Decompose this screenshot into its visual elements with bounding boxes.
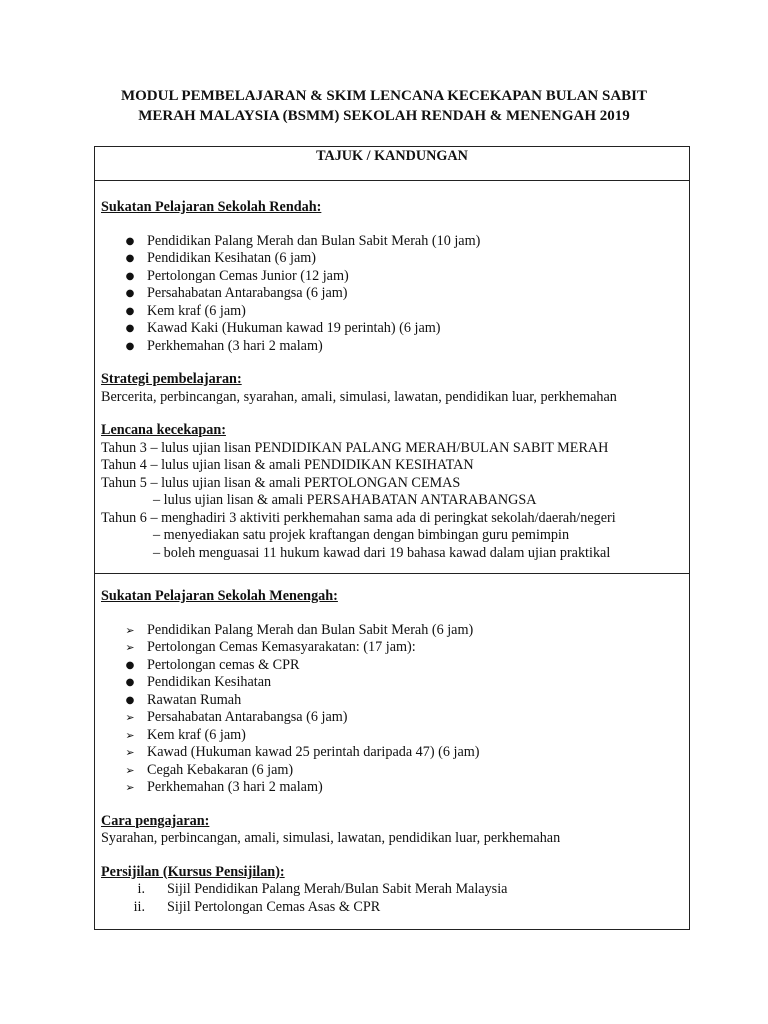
arrow-bullet-icon: ➢ <box>125 781 135 794</box>
list-item: ➢ Kawad (Hukuman kawad 25 perintah daripada 47) (6 jam) <box>101 744 689 762</box>
bullet-icon: ● <box>125 694 135 706</box>
document-title <box>0 86 768 126</box>
badge-line: Tahun 4 – lulus ujian lisan & amali PENDIDIKAN KESIHATAN <box>101 457 474 473</box>
item-number: ii. <box>133 898 145 915</box>
arrow-bullet-icon: ➢ <box>125 728 135 742</box>
primary-syllabus-heading: Sukatan Pelajaran Sekolah Rendah: <box>101 199 322 215</box>
bullet-icon: ● <box>125 305 135 317</box>
list-item: ● Rawatan Rumah <box>101 692 689 710</box>
list-item: ➢ Perkhemahan (3 hari 2 malam) <box>101 779 689 797</box>
bullet-icon: ● <box>125 235 135 247</box>
secondary-syllabus-heading: Sukatan Pelajaran Sekolah Menengah: <box>101 588 338 604</box>
table-header: TAJUK / KANDUNGAN <box>95 147 689 181</box>
list-item: ➢ Persahabatan Antarabangsa (6 jam) <box>101 709 689 727</box>
certification-heading: Persijilan (Kursus Pensijilan): <box>101 863 285 880</box>
bullet-icon: ● <box>125 659 135 671</box>
list-item: ● Pertolongan cemas & CPR <box>101 657 689 675</box>
bullet-icon: ● <box>125 340 135 352</box>
badge-line: – boleh menguasai 11 hukum kawad dari 19 bahasa kawad dalam ujian praktikal <box>153 544 611 561</box>
primary-syllabus-list <box>101 233 689 356</box>
bullet-icon: ● <box>125 288 135 299</box>
badge-line: Tahun 6 – menghadiri 3 aktiviti perkhemahan sama ada di peringkat sekolah/daerah/negeri <box>101 509 616 526</box>
bullet-icon: ● <box>125 253 135 264</box>
arrow-bullet-icon: ➢ <box>125 746 135 759</box>
list-item: ● Pendidikan Kesihatan <box>101 674 689 692</box>
badge-line: Tahun 5 – lulus ujian lisan & amali PERTOLONGAN CEMAS <box>101 474 461 491</box>
list-item: i. Sijil Pendidikan Palang Merah/Bulan Sabit Merah Malaysia <box>101 881 689 899</box>
certification-list <box>101 881 689 916</box>
list-item: ➢ Kem kraf (6 jam) <box>101 727 689 745</box>
list-item: ● Kem kraf (6 jam) <box>101 303 689 321</box>
badge-line: – lulus ujian lisan & amali PERSAHABATAN ANTARABANGSA <box>153 492 537 508</box>
list-item: ● Kawad Kaki (Hukuman kawad 19 perintah) (6 jam) <box>101 320 689 338</box>
teaching-text: Syarahan, perbincangan, amali, simulasi, lawatan, pendidikan luar, perkhemahan <box>101 830 561 846</box>
teaching-heading: Cara pengajaran: <box>101 812 210 829</box>
secondary-syllabus-list <box>101 622 689 797</box>
list-item: ● Pendidikan Palang Merah dan Bulan Sabit Merah (10 jam) <box>101 233 689 251</box>
arrow-bullet-icon: ➢ <box>125 711 135 724</box>
content-table <box>94 146 690 930</box>
arrow-bullet-icon: ➢ <box>125 641 135 654</box>
arrow-bullet-icon: ➢ <box>125 623 135 637</box>
list-item: ➢ Cegah Kebakaran (6 jam) <box>101 762 689 780</box>
title-line-2: MERAH MALAYSIA (BSMM) SEKOLAH RENDAH & MENENGAH 2019 <box>138 108 630 124</box>
bullet-icon: ● <box>125 677 135 688</box>
list-item: ● Pertolongan Cemas Junior (12 jam) <box>101 268 689 286</box>
bullet-icon: ● <box>125 323 135 334</box>
badge-heading: Lencana kecekapan: <box>101 422 226 438</box>
strategy-heading: Strategi pembelajaran: <box>101 371 242 387</box>
primary-school-section <box>95 181 689 574</box>
bullet-icon: ● <box>125 270 135 282</box>
strategy-text: Bercerita, perbincangan, syarahan, amali, simulasi, lawatan, pendidikan luar, perkhemahan <box>101 388 617 405</box>
badge-line: – menyediakan satu projek kraftangan dengan bimbingan guru pemimpin <box>153 527 570 543</box>
badge-line: Tahun 3 – lulus ujian lisan PENDIDIKAN PALANG MERAH/BULAN SABIT MERAH <box>101 439 609 456</box>
arrow-bullet-icon: ➢ <box>125 763 135 777</box>
list-item: ● Pendidikan Kesihatan (6 jam) <box>101 250 689 268</box>
list-item: ● Perkhemahan (3 hari 2 malam) <box>101 338 689 356</box>
item-number: i. <box>137 881 145 897</box>
list-item: ● Persahabatan Antarabangsa (6 jam) <box>101 285 689 303</box>
secondary-school-section <box>95 574 689 929</box>
title-line-1: MODUL PEMBELAJARAN & SKIM LENCANA KECEKAPAN BULAN SABIT <box>120 88 648 104</box>
list-item: ➢ Pendidikan Palang Merah dan Bulan Sabit Merah (6 jam) <box>101 622 689 640</box>
list-item: ii. Sijil Pertolongan Cemas Asas & CPR <box>101 899 689 917</box>
list-item: ➢ Pertolongan Cemas Kemasyarakatan: (17 jam): <box>101 639 689 657</box>
